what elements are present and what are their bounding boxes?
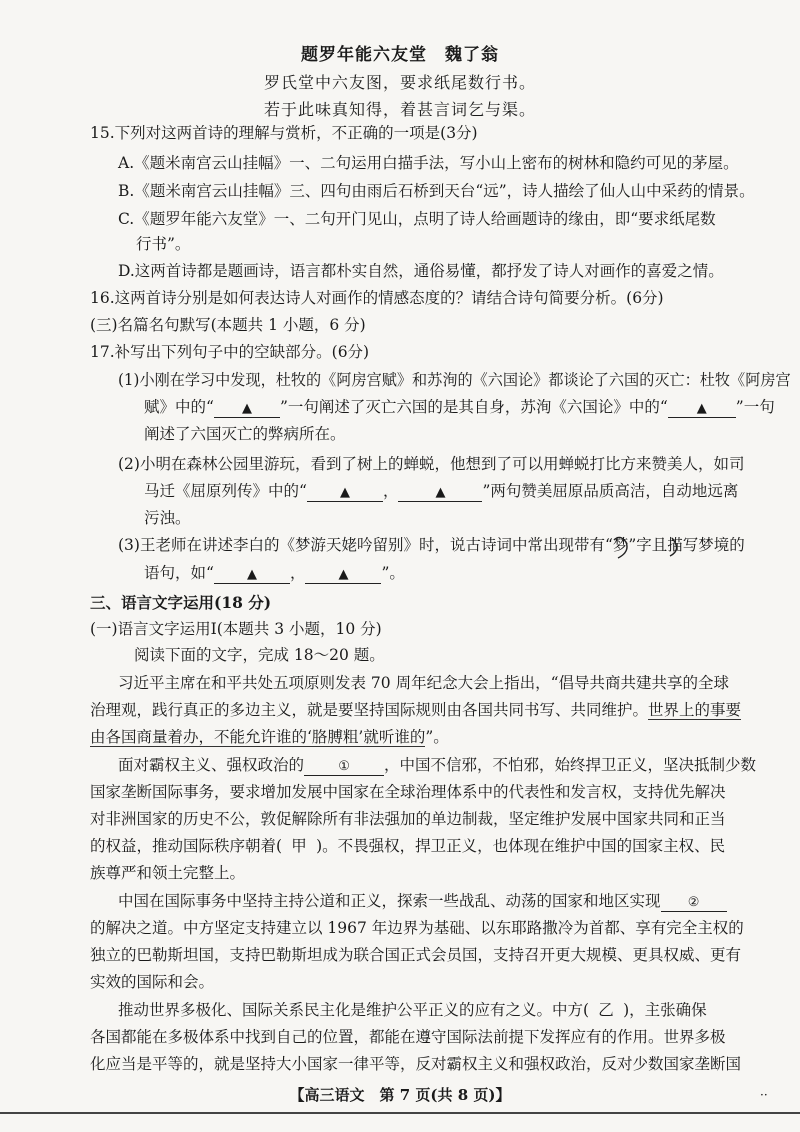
reading-instruction: 阅读下面的文字，完成 18～20 题。 (134, 646, 385, 664)
part-3-sub-1: (一)语言文字运用Ⅰ(本题共 3 小题，10 分) (90, 620, 382, 638)
q15-option-c: C.《题罗年能六友堂》一、二句开门见山，点明了诗人给画题诗的缘由，即“要求纸尾数 (118, 210, 716, 228)
passage-line: 的解决之道。中方坚定支持建立以 1967 年边界为基础、以东耶路撒冷为首都、享有完全主权的 (90, 919, 744, 937)
passage-line: 族尊严和领土完整上。 (90, 864, 246, 882)
handwritten-mark (610, 532, 685, 562)
part-3-title: 三、语言文字运用(18 分) (90, 593, 272, 612)
q17-part3-line2: 语句，如“ ▲ ， ▲ ”。 (144, 564, 405, 582)
answer-blank[interactable]: ▲ (214, 567, 290, 584)
q15-option-d: D.这两首诗都是题画诗，语言都朴实自然，通俗易懂，都抒发了诗人对画作的喜爱之情。 (118, 262, 724, 280)
passage-line: 推动世界多极化、国际关系民主化是维护公平正义的应有之义。中方( 乙 )，主张确保 (118, 1001, 707, 1019)
passage-line: 中国在国际事务中坚持主持公道和正义，探索一些战乱、动荡的国家和地区实现 ② (118, 894, 727, 912)
passage-line: 各国都能在多极体系中找到自己的位置，都能在遵守国际法前提下发挥应有的作用。世界多极 (90, 1028, 726, 1046)
passage-line: 的权益，推动国际秩序朝着( 甲 )。不畏强权，捍卫正义，也体现在维护中国的国家主权、民 (90, 837, 726, 855)
answer-blank[interactable]: ▲ (398, 485, 482, 502)
q17-part2-line3: 污浊。 (144, 509, 191, 527)
q17-part2-line2: 马迁《屈原列传》中的“ ▲ ， ▲ ”两句赞美屈原品质高洁，自动地远离 (144, 482, 739, 500)
answer-blank[interactable]: ▲ (668, 401, 736, 418)
page-marks: ·· (760, 1088, 768, 1102)
answer-blank[interactable]: ▲ (214, 401, 280, 418)
q15-option-c-cont: 行书”。 (136, 235, 191, 253)
q15-stem: 15.下列对这两首诗的理解与赏析，不正确的一项是(3分) (90, 124, 478, 142)
q17-part1-line1: (1)小刚在学习中发现，杜牧的《阿房宫赋》和苏洵的《六国论》都谈论了六国的灭亡：杜牧《阿房宫 (118, 371, 791, 389)
passage-line: 由各国商量着办，不能允许谁的‘胳膊粗’就听谁的”。 (90, 728, 449, 746)
passage-line: 实效的国际和会。 (90, 973, 215, 991)
q15-option-b: B.《题米南宫云山挂幅》三、四句由雨后石桥到天台“远”，诗人描绘了仙人山中采药的情景。 (118, 182, 755, 200)
q17-part3-line1: (3)王老师在讲述李白的《梦游天姥吟留别》时，说古诗词中常出现带有“梦”字且描写梦境的 (118, 536, 745, 554)
bottom-rule (0, 1112, 800, 1114)
answer-blank[interactable]: ▲ (307, 485, 383, 502)
q16-stem: 16.这两首诗分别是如何表达诗人对画作的情感态度的？请结合诗句简要分析。(6分) (90, 289, 664, 307)
passage-line: 国家垄断国际事务，要求增加发展中国家在全球治理体系中的代表性和发言权，支持优先解决 (90, 783, 726, 801)
passage-line: 面对霸权主义、强权政治的 ① ，中国不信邪，不怕邪，始终捍卫正义，坚决抵制少数 (118, 756, 757, 774)
blank-1: ① (304, 759, 384, 776)
blank-2: ② (661, 895, 727, 912)
poem-line-2: 若于此味真知得，着甚言词乞与渠。 (263, 100, 536, 119)
answer-blank[interactable]: ▲ (305, 567, 381, 584)
q17-part2-line1: (2)小明在森林公园里游玩，看到了树上的蝉蜕，他想到了可以用蝉蜕打比方来赞美人，如司 (118, 455, 745, 473)
passage-line: 习近平主席在和平共处五项原则发表 70 周年纪念大会上指出，“倡导共商共建共享的全球 (118, 674, 730, 692)
poem-line-1: 罗氏堂中六友图，要求纸尾数行书。 (263, 73, 536, 92)
q17-part1-line3: 阐述了六国灭亡的弊病所在。 (144, 425, 346, 443)
q17-part1-line2: 赋》中的“ ▲ ”一句阐述了灭亡六国的是其自身，苏洵《六国论》中的“ ▲ ”一句 (144, 398, 775, 416)
q17-stem: 17.补写出下列句子中的空缺部分。(6分) (90, 343, 370, 361)
passage-line: 对非洲国家的历史不公，敦促解除所有非法强加的单边制裁，坚定维护发展中国家共同和正当 (90, 810, 726, 828)
q15-option-a: A.《题米南宫云山挂幅》一、二句运用白描手法，写小山上密布的树林和隐约可见的茅屋。 (118, 154, 739, 172)
section-3-title: (三)名篇名句默写(本题共 1 小题，6 分) (90, 316, 366, 334)
passage-line: 治理观，践行真正的多边主义，就是要坚持国际规则由各国共同书写、共同维护。世界上的事要 (90, 701, 742, 719)
blank-jia: 甲 (291, 837, 307, 855)
passage-line: 独立的巴勒斯坦国，支持巴勒斯坦成为联合国正式会员国，支持召开更大规模、更具权威、更有 (90, 946, 742, 964)
poem-title: 题罗年能六友堂 魏了翁 (301, 45, 499, 65)
blank-yi: 乙 (598, 1001, 614, 1019)
page-footer: 【高三语文 第 7 页(共 8 页)】 (289, 1086, 511, 1104)
passage-line: 化应当是平等的，就是坚持大小国家一律平等，反对霸权主义和强权政治，反对少数国家垄断国 (90, 1055, 742, 1073)
